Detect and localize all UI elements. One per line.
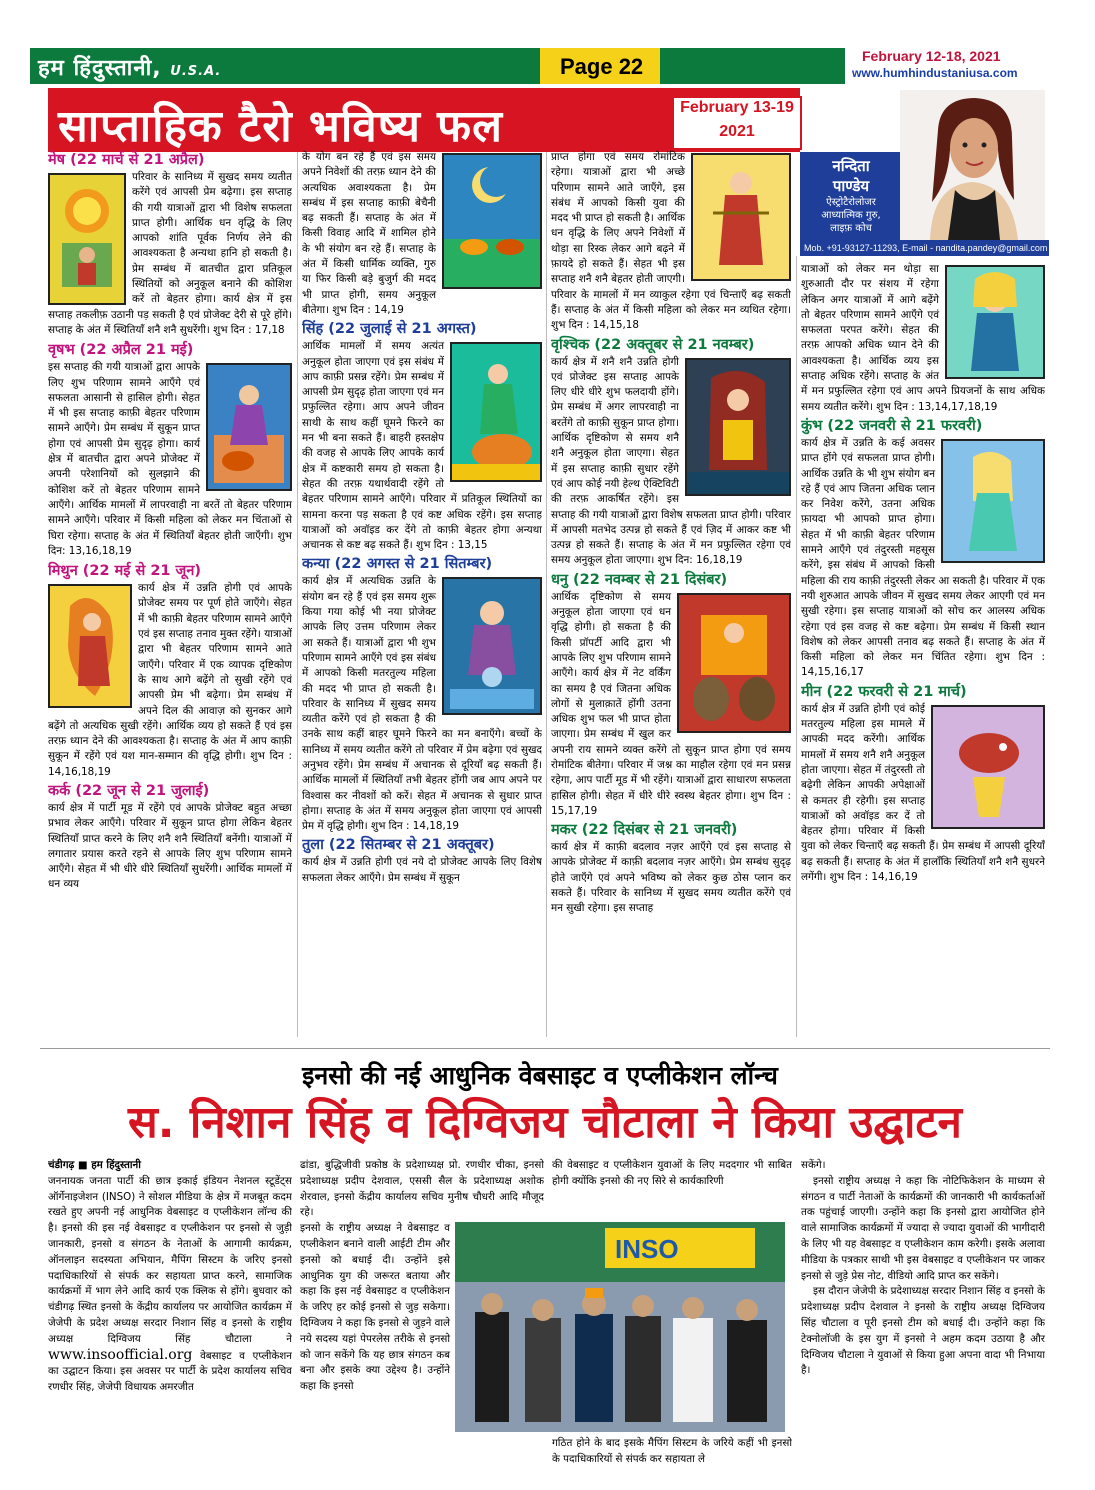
tarot-card-fire-woman	[48, 584, 132, 708]
sign-heading-kanya: कन्या (22 अगस्त से 21 सितम्बर)	[302, 556, 493, 573]
news-text: इनसो के राष्ट्रीय अध्यक्ष ने वेबसाइट व एप्लीकेशन बनाने वाली आईटी टीम और इनसो को बधाई दी। उन्होंने इसे आधुनिक युग की जरूरत बताया और कहा कि इस नई वेबसाइट व एप्लीकेशन के जरिए हर कोई इनसो से जुड़ सकेगा। दिग्विजय ने कहा कि इनसो से जुड़ने वाले नये सदस्य यहां पेपरलेस तरीके से इनसो को जान सकेंगे कि यह छात्र संगठन कब बना और इसके क्या उद्देश्य है। उन्होंने कहा कि इनसो	[300, 1222, 450, 1393]
sign-heading-vrishabh: वृषभ (22 अप्रैल 21 मई)	[48, 342, 194, 359]
sign-text-kumbh: कार्य क्षेत्र में उन्नति के कई अवसर प्राप्त होंगे एवं सफलता प्राप्त होगी। आर्थिक उन्नति के भी शुभ संयोग बन रहे हैं एवं आप जितना अधिक प्लान कर निवेश करेंगे, उतना अधिक फ़ायदा भी आपको प्राप्त होगा। सेहत में भी काफ़ी बेहतर परिणाम सामने आएँगे एवं तंदुरस्ती महसूस करेंगे, इस संबंध में आपको किसी महिला की राय काफ़ी तंदुरस्ती लेकर आ सकती है। परिवार में एक नयी शुरुआत आपके जीवन में सुखद समय लेकर आएगी एवं मन सुखी रहेगा। इस सप्ताह यात्राओं को सोच कर आलस्य अधिक रहेगा एवं इस वजह से कष्ट बढ़ेगा। प्रेम सम्बंध में किसी स्थान विशेष को लेकर आपसी तनाव बढ़ सकते हैं। सप्ताह के अंत में किसी महिला को लेकर मन चिंतित रहेगा। शुभ दिन : 14,15,16,17	[801, 436, 1045, 679]
column-divider	[297, 152, 298, 1037]
tarot-card-moon	[442, 153, 542, 289]
news-text: इस दौरान जेजेपी के प्रदेशाध्यक्ष सरदार निशान सिंह व इनसो के प्रदेशाध्यक्ष प्रदीप देशवाल ने इनसो के राष्ट्रीय अध्यक्ष दिग्विजय सिंह चौटाला व पूरी इनसो टीम को बधाई दी। उन्होंने कहा कि टेक्नोलॉजी के इस युग में इनसो ने अहम कदम उठाया है और दिग्विजय चौटाला ने युवाओं से किया हुआ अपना वादा भी निभाया है।	[801, 1285, 1045, 1377]
photo-banner-text: INSO	[615, 1234, 679, 1264]
news-kicker: इनसो की नई आधुनिक वेबसाइट व एप्लीकेशन लॉन्च	[302, 1061, 778, 1090]
week-date: February 13-19 2021	[680, 99, 794, 140]
news-text: ढांडा, बुद्धिजीवी प्रकोष्ठ के प्रदेशाध्यक्ष प्रो. रणधीर चीका, इनसो प्रदेशाध्यक्ष प्रदीप देशवाल, एससी सैल के प्रदेशाध्यक्ष अशोक शेरवाल, इनसो केंद्रीय कार्यालय सचिव मुनीष चौधरी आदि मौजूद रहे।	[300, 1159, 544, 1219]
column-divider	[796, 256, 797, 1037]
sign-text-kark: कार्य क्षेत्र में पार्टी मूड में रहेंगे एवं आपके प्रोजेक्ट बहुत अच्छा प्रभाव लेकर आएँगे। परिवार में सुकून प्राप्त होगा लेकिन बेहतर स्थितियाँ प्राप्त करने के लिए शनै शनै स्थितियाँ बनेंगी। यात्राओं में लगातार प्रयास करते रहने से आपके लिए शुभ परिणाम सामने आएँगे। सेहत में भी धीरे धीरे स्थितियाँ सुधरेंगी। आर्थिक मामलों में धन व्यय	[48, 801, 292, 891]
news-dateline: चंडीगढ़ ■ हम हिंदुस्तानी	[48, 1159, 141, 1171]
tarot-card-queen-wands	[945, 265, 1045, 379]
column-divider	[546, 152, 547, 1037]
tarot-card-page-cups	[931, 705, 1045, 829]
news-photo	[455, 1222, 785, 1432]
sign-text-vrishchik: कार्य क्षेत्र में शनै शनै उन्नति होगी एवं प्रोजेक्ट इस सप्ताह आपके लिए धीरे धीरे शुभ फलदायी होंगे। प्रेम सम्बंध में अगर लापरवाही ना बरतेंगे तो काफ़ी सुकून प्राप्त होगा। आर्थिक दृष्टिकोण से समय शनै शनै अनुकूल होता जाएगा। सेहत में इस सप्ताह काफ़ी सुधार रहेंगे एवं आप कोई नयी हेल्थ ऐक्टिविटी की तरफ़ आकर्षित रहेंगे। इस सप्ताह की गयी यात्राओं द्वारा विशेष सफलता प्राप्त होगी। परिवार में आपसी मतभेद उत्पन्न हो सकते हैं एवं ज़िद में आकर कष्ट भी उत्पन्न हो सकते हैं। सप्ताह के अंत में मन प्रफुल्लित रहेगा एवं समय अनुकूल होता जाएगा। शुभ दिन: 16,18,19	[551, 355, 791, 567]
tarot-card-queen-cups	[685, 358, 791, 496]
sign-text-meen: कार्य क्षेत्र में उन्नति होगी एवं कोई मतरतुल्य महिला इस मामले में आपकी मदद करेंगी। आर्थिक मामलों में समय शनै शनै अनुकूल होता जाएगा। सेहत में तंदुरस्ती तो बढ़ेगी लेकिन आपकी अपेक्षाओं से कमतर ही रहेगी। इस सप्ताह यात्राओं को अवॉइड कर दें तो बेहतर होगा। परिवार में किसी युवा को लेकर चिन्ताएँ बढ़ सकती हैं। प्रेम सम्बंध में आपसी दूरियाँ बढ़ सकती हैं। सप्ताह के अंत में हालाँकि स्थितियाँ शनै शनै सुधरने लगेंगी। शुभ दिन : 14,16,19	[801, 702, 1045, 883]
horoscope-column-2	[302, 150, 542, 1038]
sign-heading-vrishchik: वृश्चिक (22 अक्तूबर से 21 नवम्बर)	[551, 336, 755, 353]
masthead-band-right	[660, 48, 845, 84]
sign-heading-kark: कर्क (22 जून से 21 जुलाई)	[48, 782, 210, 799]
col4-top-text: यात्राओं को लेकर मन थोड़ा सा शुरुआती दौर पर संशय में रहेगा लेकिन अगर यात्राओं में आगे बढ़ेंगे तो बेहतर परिणाम सामने आएँगे एवं सफलता परपत करेंगे। सेहत की तरफ़ आपको अधिक ध्यान देने की आवश्यकता है। आर्थिक व्यय इस सप्ताह अधिक रहेंगे। सप्ताह के अंत में मन प्रफुल्लित रहेगा एवं आप अपने प्रियजनों के साथ अधिक समय व्यतीत करेंगे। शुभ दिन : 13,14,17,18,19	[801, 263, 1045, 413]
tarot-card-chariot	[677, 593, 791, 733]
news-headline: स. निशान सिंह व दिग्विजय चौटाला ने किया उद्घाटन	[128, 1097, 962, 1148]
horoscope-column-4	[801, 262, 1045, 1038]
col3-top-text: प्राप्त होगा एवं समय रोमांटिक रहेगा। यात्राओं द्वारा भी अच्छे परिणाम सामने आते जाएँगे, इस संबंध में आपको किसी युवा की मदद भी प्राप्त हो सकती है। आर्थिक धन वृद्धि के लिए अपने निवेशों में थोड़ा सा रिस्क लेकर आगे बढ़ने में फ़ायदे हो सकते हैं। सेहत भी इस सप्ताह शनै शनै बेहतर होती जाएगी। परिवार के मामलों में मन व्याकुल रहेगा एवं चिन्ताएँ बढ़ सकती हैं। सप्ताह के अंत में किसी महिला को लेकर मन व्यथित रहेगा। शुभ दिन : 14,15,18	[551, 151, 791, 332]
issue-date: February 12-18, 2021	[862, 48, 1001, 64]
sign-text-mesh: परिवार के सानिध्य में सुखद समय व्यतीत करेंगे एवं आपसी प्रेम बढ़ेगा। इस सप्ताह की गयी यात्राओं द्वारा भी विशेष सफलता प्राप्त होगी। आर्थिक धन वृद्धि के लिए आपको शांति पूर्वक निर्णय लेने की आवश्यकता है अन्यथा हानि हो सकती है। प्रेम सम्बंध में बातचीत द्वारा प्रतिकूल स्थितियों को अनुकूल बनाने की कोशिश करें तो बेहतर होगा। कार्य क्षेत्र में इस सप्ताह तकलीफ़ उठानी पड़ सकती है एवं प्रोजेक्ट देरी से पूरे होंगे। सप्ताह के अंत में स्थितियाँ शनै शनै सुधरेंगी। शुभ दिन : 17,18	[48, 171, 292, 336]
news-text: जननायक जनता पार्टी की छात्र इकाई इंडियन नेशनल स्टूडेंट्स ऑर्गेनाइजेशन (INSO) ने सोशल मीडिया के क्षेत्र में मजबूत कदम रखते हुए अपनी नई आधुनिक वेबसाइट व एप्लीकेशन लॉन्च की है। इनसो की इस नई वेबसाइट व एप्लीकेशन पर इनसो से जुड़ी जानकारी, इनसो व संगठन के नेताओं के आगामी कार्यक्रम, ऑनलाइन सदस्यता अभियान, मैपिंग सिस्टम के जरिए इनसो पदाधिकारियों से संपर्क कर सहायता प्राप्त करने, सामाजिक कार्यक्रमों में भाग लेने आदि कार्य एक क्लिक से होंगे। बुधवार को चंडीगढ़ स्थित इनसो के केंद्रीय कार्यालय पर आयोजित कार्यक्रम में जेजेपी के प्रदेश अध्यक्ष सरदार निशान सिंह व इनसो के राष्ट्रीय अध्यक्ष दिग्विजय सिंह चौटाला ने	[48, 1174, 292, 1345]
sign-heading-kumbh: कुंभ (22 जनवरी से 21 फरवरी)	[801, 417, 983, 434]
page-title: साप्ताहिक टैरो भविष्य फल	[58, 101, 503, 152]
news-website-link[interactable]: www.insoofficial.org	[48, 1346, 193, 1363]
author-contact: Mob. +91-93127-11293, E-mail - nandita.pandey@gmail.com	[800, 240, 1049, 256]
sign-text-kanya: कार्य क्षेत्र में अत्यधिक उन्नति के संयोग बन रहे हैं एवं इस समय शुरू किया गया कोई भी नया प्रोजेक्ट आपके लिए उत्तम परिणाम लेकर आ सकते हैं। यात्राओं द्वारा भी शुभ परिणाम सामने आएँगे एवं इस संबंध में आपको किसी मतरतुल्य महिला की मदद भी प्राप्त हो सकती है। परिवार के सानिध्य में सुखद समय व्यतीत करेंगे एवं हो सकता है की उनके साथ कहीं बाहर घूमने फिरने का मन बनाएँगे। बच्चों के सानिध्य में समय व्यतीत करेंगे तो परिवार में प्रेम बढ़ेगा एवं सुखद अनुभव रहेंगे। प्रेम सम्बंध में अचानक से दूरियाँ बढ़ सकती हैं। आर्थिक मामलों में स्थितियाँ तभी बेहतर होंगी जब आप अपने पर विश्वास कर नीवशों को करें। सेहत में अचानक से सुधार प्राप्त होगा। सप्ताह के अंत में समय अनुकूल होता जाएगा एवं आपसी प्रेम में वृद्धि होगी। शुभ दिन : 14,18,19	[302, 575, 542, 833]
tarot-card-strength	[450, 342, 542, 482]
author-role: ऐस्ट्रोटैरोलोजर आध्यात्मिक गुरु, लाइफ़ कोच	[821, 197, 881, 234]
tarot-card-justice	[691, 153, 791, 281]
tarot-card-star	[941, 439, 1045, 563]
news-column-3-bottom	[552, 1436, 792, 1472]
news-text: की वेबसाइट व एप्लीकेशन युवाओं के लिए मददगार भी साबित होगी क्योंकि इनसो की नए सिरे से कार्यकारिणी	[552, 1159, 792, 1187]
tarot-card-sun	[48, 173, 126, 305]
news-text: गठित होने के बाद इसके मैपिंग सिस्टम के जरिये कहीं भी इनसो के पदाधिकारियों से संपर्क कर सहायता ले	[552, 1437, 792, 1465]
horoscope-column-3	[551, 150, 791, 1038]
sign-heading-mithun: मिथुन (22 मई से 21 जून)	[48, 563, 201, 580]
news-column-4	[801, 1158, 1045, 1478]
sign-heading-meen: मीन (22 फरवरी से 21 मार्च)	[801, 683, 967, 700]
sign-heading-makar: मकर (22 दिसंबर से 21 जनवरी)	[551, 822, 738, 839]
website-link[interactable]: www.humhindustaniusa.com	[852, 66, 1018, 80]
sign-text-vrishabh: इस सप्ताह की गयी यात्राओं द्वारा आपके लिए शुभ परिणाम सामने आएँगे एवं सफलता आसानी से हासिल होगी। सेहत में भी इस सप्ताह काफ़ी बेहतर परिणाम सामने आएँगे। प्रेम सम्बंध में सुकून प्राप्त होगा एवं आपसी प्रेम सुदृढ़ होगा। कार्य क्षेत्र में बातचीत द्वारा अपने प्रोजेक्ट में अपनी परेशानियों को सुलझाने की कोशिश करें तो बेहतर परिणाम सामने आएँगे। आर्थिक मामलों में लापरवाही ना बरतें तो बेहतर परिणाम सामने आएँगे। परिवार में किसी महिला को लेकर मन चिंताओं से घिरा रहेगा। सप्ताह के अंत में स्थितियाँ बेहतर होती जाएँगी। शुभ दिन: 13,16,18,19	[48, 361, 292, 557]
sign-text-singh: आर्थिक मामलों में समय अत्यंत अनुकूल होता जाएगा एवं इस संबंध में आप काफ़ी प्रसन्न रहेंगे। प्रेम सम्बंध में आपसी प्रेम सुदृढ़ होता जाएगा एवं मन प्रफुल्लित रहेगा। आप अपने जीवन साथी के साथ कहीं घूमने फिरने का मन भी बना सकते हैं। बाहरी हस्तक्षेप की वजह से आपके लिए आपके कार्य क्षेत्र में कष्टकारी समय हो सकता है। सेहत की तरफ़ यथार्थवादी रहेंगे तो बेहतर परिणाम सामने आएँगे। परिवार में प्रतिकूल स्थितियों का सामना करना पड़ सकता है एवं कष्ट अधिक रहेंगे। इस सप्ताह यात्राओं को अवॉइड कर देंगे तो काफ़ी बेहतर होगा अन्यथा अचानक से कष्ट बढ़ सकते हैं। शुभ दिन : 13,15	[302, 340, 542, 552]
tarot-card-fortune-teller	[442, 577, 542, 715]
sign-heading-mesh: मेष (22 मार्च से 21 अप्रैल)	[48, 152, 205, 168]
sign-heading-singh: सिंह (22 जुलाई से 21 अगस्त)	[302, 321, 477, 338]
sign-text-tula: कार्य क्षेत्र में उन्नति होगी एवं नये दो प्रोजेक्ट आपके लिए विशेष सफलता लेकर आएँगे। प्रेम सम्बंध में सुकून	[302, 856, 542, 884]
news-text: सकेंगे।	[801, 1159, 826, 1171]
sign-heading-tula: तुला (22 सितम्बर से 21 अक्तूबर)	[302, 837, 495, 854]
col2-top-text: के योग बन रहे हैं एवं इस समय अपने निवेशों की तरफ़ ध्यान देने की अत्यधिक अवाश्यकता है। प्रेम सम्बंध में इस सप्ताह काफ़ी बेचैनी बढ़ सकती हैं। सप्ताह के अंत में किसी विवाह आदि में शामिल होने के भी संयोग बन रहे हैं। सप्ताह के अंत में किसी धार्मिक व्यक्ति, गुरु या फिर किसी बड़े बुजुर्ग की मदद भी प्राप्त होगी, समय अनुकूल बीतेगा। शुभ दिन : 14,19	[302, 151, 436, 316]
sign-text-dhanu: आर्थिक दृष्टिकोण से समय अनुकूल होता जाएगा एवं धन वृद्धि होगी। हो सकता है की किसी प्रॉपर्टी आदि द्वारा भी आपके लिए शुभ परिणाम सामने आएँगे। कार्य क्षेत्र में नेट वर्किंग का समय है एवं जितना अधिक लोगों से मुलाक़ातें होंगी उतना अधिक शुभ फल भी प्राप्त होता जाएगा। प्रेम सम्बंध में खुल कर अपनी राय सामने व्यक्त करेंगे तो सुकून प्राप्त होगा एवं समय रोमांटिक बीतेगा। परिवार में जश्न का माहौल रहेगा एवं मन प्रसन्न रहेगा, आप पार्टी मूड में भी रहेंगे। यात्राओं द्वारा साधारण सफलता हासिल होगी। सेहत में धीरे धीरे स्वस्थ बेहतर होगा। शुभ दिन : 15,17,19	[551, 590, 791, 817]
news-text: इनसो राष्ट्रीय अध्यक्ष ने कहा कि नोटिफिकेशन के माध्यम से संगठन व पार्टी नेताओं के कार्यक्रमों की जानकारी भी कार्यकर्ताओं तक पहुंचाई जाएगी। उन्होंने कहा कि इनसो द्वारा आयोजित होने वाले सामाजिक कार्यक्रमों में ज्यादा से ज्यादा युवाओं की भागीदारी के लिए भी यह वेबसाइट व एप्लीकेशन काम करेगी। इसके अलावा मीडिया के पत्रकार साथी भी इस वेबसाइट व एप्लीकेशन पर जाकर इनसो से जुड़े प्रेस नोट, वीडियो आदि प्राप्त कर सकेंगे।	[801, 1174, 1045, 1282]
sign-text-makar: कार्य क्षेत्र में काफ़ी बदलाव नज़र आएँगे एवं इस सप्ताह से आपके प्रोजेक्ट में काफ़ी बदलाव नज़र आएँगे। प्रेम सम्बंध सुदृढ़ होते जाएँगे एवं अपने भविष्य को लेकर कुछ ठोस प्लान कर सकते हैं। परिवार के सानिध्य में सुखद समय व्यतीत करेंगे एवं मन सुखी रहेगा। इस सप्ताह	[551, 841, 791, 915]
page-number: Page 22	[560, 54, 644, 79]
section-divider	[40, 1048, 1050, 1049]
author-name: नन्दिता पाण्डेय	[832, 157, 870, 195]
news-text: वेबसाइट व एप्लीकेशन का उद्घाटन किया। इस अवसर पर पार्टी के प्रदेश कार्यालय सचिव रणधीर सिंह, जेजेपी विधायक अमरजीत	[48, 1349, 292, 1394]
sign-text-mithun: कार्य क्षेत्र में उन्नति होगी एवं आपके प्रोजेक्ट समय पर पूर्ण होते जाएँगे। सेहत में भी काफ़ी बेहतर परिणाम सामने आएँगे एवं इस सप्ताह तनाव मुक्त रहेंगे। यात्राओं द्वारा भी बेहतर परिणाम सामने आते जाएँगे। परिवार में एक व्यापक दृष्टिकोण के साथ आगे बढ़ेंगे तो सुखी रहेंगे एवं आपसी प्रेम भी बढ़ेगा। प्रेम सम्बंध में अपने दिल की आवाज़ को सुनकर आगे बढ़ेंगे तो अत्यधिक सुखी रहेंगे। आर्थिक व्यय हो सकते हैं एवं इस तरफ़ ध्यान देने की आवश्यकता है। सप्ताह के अंत में आप काफ़ी सुकून में रहेंगे एवं यश मान-सम्मान की वृद्धि होगी। शुभ दिन : 14,16,18,19	[48, 582, 292, 778]
tarot-card-queen-pentacles	[206, 363, 292, 491]
author-photo	[900, 90, 1045, 240]
news-column-1	[48, 1158, 292, 1428]
sign-heading-dhanu: धनु (22 नवम्बर से 21 दिसंबर)	[551, 571, 728, 588]
horoscope-column-1	[48, 150, 292, 1038]
publication-name: हम हिंदुस्तानी, U.S.A.	[38, 56, 222, 81]
news-column-3-top	[552, 1158, 792, 1198]
